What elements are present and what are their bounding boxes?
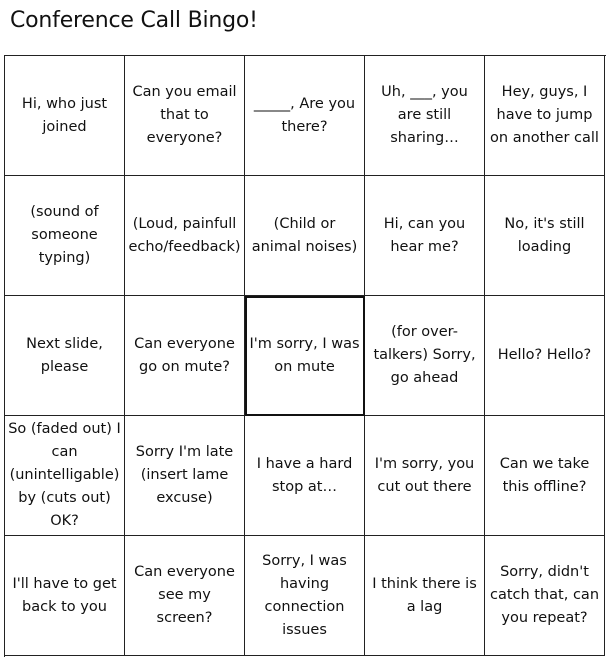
bingo-cell-label: Hello? Hello? — [497, 347, 592, 363]
page-title: Conference Call Bingo! — [10, 8, 258, 33]
bingo-cell-r4c4[interactable] — [365, 416, 485, 536]
bingo-cell-label: (Child or animal noises) — [251, 215, 358, 255]
bingo-cell-r3c2[interactable] — [125, 296, 245, 416]
bingo-cell-label: Can you email that to everyone? — [132, 84, 237, 146]
bingo-cell-label: _____, Are you there? — [253, 95, 356, 135]
bingo-cell-r4c1[interactable] — [5, 416, 125, 536]
bingo-cell-label: Can everyone go on mute? — [134, 335, 235, 375]
bingo-cell-r1c5[interactable] — [485, 56, 605, 176]
bingo-cell-label: I'll have to get back to you — [12, 575, 117, 615]
bingo-cell-r4c5[interactable] — [485, 416, 605, 536]
bingo-cell-label: (sound of someone typing) — [30, 204, 99, 266]
bingo-cell-r2c2[interactable] — [125, 176, 245, 296]
bingo-cell-r2c3[interactable] — [245, 176, 365, 296]
bingo-cell-label: Can we take this offline? — [499, 455, 590, 495]
bingo-cell-label: (Loud, painfull echo/feedback) — [128, 215, 241, 255]
bingo-cell-r5c1[interactable] — [5, 536, 125, 656]
bingo-cell-r5c2[interactable] — [125, 536, 245, 656]
bingo-cell-r5c5[interactable] — [485, 536, 605, 656]
bingo-cell-label: Hi, can you hear me? — [383, 215, 466, 255]
bingo-board — [4, 55, 606, 657]
bingo-cell-label: Sorry, I was having connection issues — [262, 552, 347, 638]
bingo-cell-label: Uh, ___, you are still sharing… — [381, 84, 468, 146]
bingo-cell-r5c4[interactable] — [365, 536, 485, 656]
bingo-cell-r1c2[interactable] — [125, 56, 245, 176]
bingo-cell-r2c5[interactable] — [485, 176, 605, 296]
bingo-cell-label: So (faded out) I can (unintelligable) by (cuts out) OK? — [8, 421, 121, 529]
bingo-cell-label: Can everyone see my screen? — [134, 564, 235, 626]
bingo-cell-label: Next slide, please — [26, 335, 103, 375]
bingo-cell-r4c3[interactable] — [245, 416, 365, 536]
bingo-cell-label: I'm sorry, I was on mute — [249, 335, 360, 375]
bingo-cell-r4c2[interactable] — [125, 416, 245, 536]
bingo-cell-r3c4[interactable] — [365, 296, 485, 416]
bingo-cell-label: Sorry I'm late (insert lame excuse) — [135, 444, 234, 506]
bingo-cell-r1c1[interactable] — [5, 56, 125, 176]
bingo-cell-label: I'm sorry, you cut out there — [374, 455, 475, 495]
bingo-cell-r2c4[interactable] — [365, 176, 485, 296]
bingo-cell-r5c3[interactable] — [245, 536, 365, 656]
bingo-cell-center[interactable] — [245, 296, 365, 416]
bingo-cell-label: I have a hard stop at… — [256, 455, 353, 495]
bingo-cell-label: No, it's still loading — [504, 215, 585, 255]
bingo-cell-r3c5[interactable] — [485, 296, 605, 416]
bingo-cell-label: I think there is a lag — [372, 575, 477, 615]
bingo-cell-label: (for over-talkers) Sorry, go ahead — [373, 324, 476, 386]
bingo-cell-r1c3[interactable] — [245, 56, 365, 176]
bingo-cell-r2c1[interactable] — [5, 176, 125, 296]
bingo-cell-label: Sorry, didn't catch that, can you repeat? — [489, 564, 600, 626]
bingo-cell-label: Hi, who just joined — [21, 95, 108, 135]
bingo-cell-r3c1[interactable] — [5, 296, 125, 416]
bingo-cell-r1c4[interactable] — [365, 56, 485, 176]
bingo-cell-label: Hey, guys, I have to jump on another call — [490, 84, 599, 146]
